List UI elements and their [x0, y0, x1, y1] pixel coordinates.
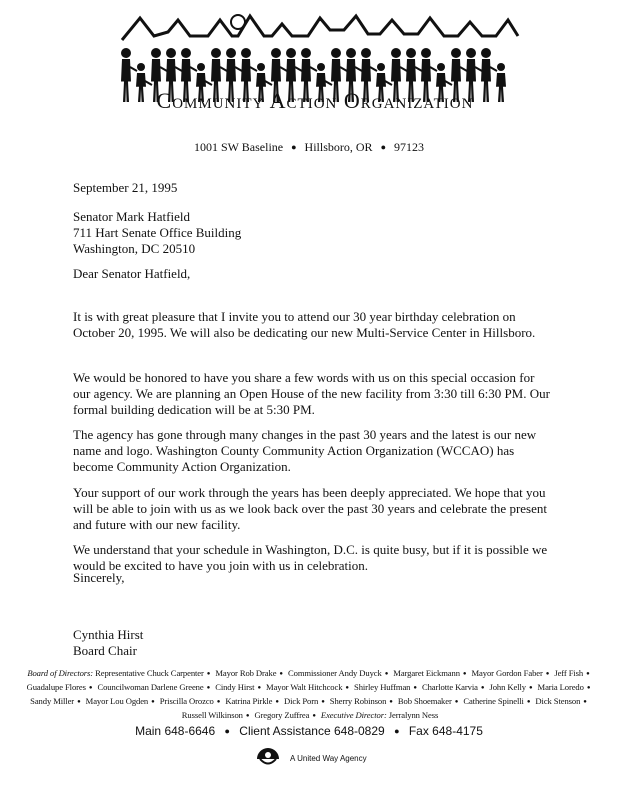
figure-arm	[475, 67, 482, 71]
figure-arm	[460, 67, 467, 71]
figure-head	[226, 48, 236, 58]
united-way-label: A United Way Agency	[290, 754, 367, 763]
address-line	[0, 140, 618, 155]
body-paragraph: It is with great pleasure that I invite you to attend our 30 year birthday celebration on October 20, 1995. We will also be dedicating our new Multi-Service Center in Hillsboro.	[73, 309, 536, 340]
figure-head	[437, 63, 445, 71]
bullet-icon: ●	[454, 699, 459, 705]
bullet-icon: ●	[384, 671, 389, 677]
figure-head	[271, 48, 281, 58]
bullet-icon: ●	[206, 671, 211, 677]
figure-arm	[220, 67, 227, 71]
board-of-directors	[22, 667, 598, 723]
street-address: 1001 SW Baseline	[194, 140, 284, 154]
bullet-icon: ●	[394, 726, 400, 736]
bullet-icon: ●	[389, 699, 393, 705]
figure-arm	[490, 67, 497, 71]
figure-arm	[160, 67, 167, 71]
bullet-icon: ●	[257, 685, 261, 691]
bullet-icon: ●	[206, 685, 211, 691]
figure-arm	[190, 67, 197, 71]
figure-head	[451, 48, 461, 58]
figure-head	[391, 48, 401, 58]
bullet-icon: ●	[224, 726, 230, 736]
figure-arm	[235, 67, 242, 71]
figure-head	[166, 48, 176, 58]
bullet-icon: ●	[88, 685, 93, 691]
united-way-icon	[254, 746, 282, 770]
figure-arm	[370, 67, 377, 71]
figure-head	[317, 63, 325, 71]
board-member: Shirley Huffman	[354, 682, 411, 692]
figure-head	[257, 63, 265, 71]
bullet-icon: ●	[380, 142, 386, 152]
bullet-icon: ●	[526, 699, 531, 705]
figure-head	[377, 63, 385, 71]
board-member: John Kelly	[489, 682, 526, 692]
board-member: Jeff Fish	[554, 668, 584, 678]
figure-arm	[415, 67, 422, 71]
figure-head	[466, 48, 476, 58]
board-member: Councilwoman Darlene Greene	[97, 682, 204, 692]
board-member: Gregory Zuffrea	[254, 710, 310, 720]
figure-arm	[430, 67, 437, 71]
figure-head	[421, 48, 431, 58]
board-member: Margaret Eickmann	[393, 668, 460, 678]
figure-arm	[445, 81, 452, 85]
salutation: Dear Senator Hatfield,	[73, 266, 191, 281]
bullet-icon: ●	[586, 685, 591, 691]
body-paragraph: We would be honored to have you share a few words with us on this special occasion for our agency. We are planning an Open House of the new facility from 3:30 till 6:30 PM. Our formal building dedication will be at 5:30 PM.	[73, 370, 550, 417]
figure-arm	[400, 67, 407, 71]
figure-arm	[295, 67, 302, 71]
board-member: Cindy Hirst	[215, 682, 255, 692]
figure-arm	[265, 81, 272, 85]
figure-head	[137, 63, 145, 71]
figure-arm	[145, 81, 152, 85]
figure-head	[361, 48, 371, 58]
bullet-icon: ●	[462, 671, 467, 677]
signature-block	[73, 627, 143, 659]
board-member: Maria Loredo	[537, 682, 584, 692]
figure-head	[241, 48, 251, 58]
board-member: Catherine Spinelli	[463, 696, 524, 706]
board-member: Guadalupe Flores	[26, 682, 86, 692]
executive-director: Jerralynn Ness	[388, 710, 439, 720]
board-member: Katrina Pirkle	[225, 696, 273, 706]
figure-arm	[355, 67, 362, 71]
figure-head	[346, 48, 356, 58]
board-member: Mayor Lou Ogden	[85, 696, 149, 706]
recipient-line: Washington, DC 20510	[73, 241, 196, 256]
board-member: Mayor Gordon Faber	[471, 668, 543, 678]
fax-number: Fax 648-4175	[408, 724, 483, 738]
figure-arm	[130, 67, 137, 71]
board-member: Priscilla Orozco	[159, 696, 214, 706]
bullet-icon: ●	[279, 671, 283, 677]
bullet-icon: ●	[413, 685, 417, 691]
body-paragraph: Your support of our work through the years has been deeply appreciated. We hope that you will be able to join with us as we look back over the past 30 years and celebrate the present and future with our new facility.	[73, 485, 547, 532]
bullet-icon: ●	[291, 142, 297, 152]
bullet-icon: ●	[77, 699, 81, 705]
signer-title: Board Chair	[73, 643, 137, 658]
bullet-icon: ●	[528, 685, 533, 691]
board-member: Sandy Miller	[30, 696, 75, 706]
board-member: Bob Shoemaker	[397, 696, 452, 706]
figure-arm	[310, 67, 317, 71]
client-assistance-phone: Client Assistance 648-0829	[239, 724, 385, 738]
bullet-icon: ●	[275, 699, 279, 705]
board-member: Commissioner Andy Duyck	[288, 668, 382, 678]
bullet-icon: ●	[583, 699, 587, 705]
board-member: Sherry Robinson	[329, 696, 387, 706]
board-member: Dick Porn	[283, 696, 319, 706]
board-member: Dick Stenson	[535, 696, 581, 706]
figure-head	[331, 48, 341, 58]
figure-arm	[280, 67, 287, 71]
figure-head	[197, 63, 205, 71]
bullet-icon: ●	[480, 685, 485, 691]
bullet-icon: ●	[312, 713, 316, 719]
contact-numbers	[0, 724, 618, 738]
board-label: Board of Directors:	[27, 668, 96, 678]
main-phone: Main 648-6646	[135, 724, 216, 738]
figure-head	[151, 48, 161, 58]
figure-arm	[340, 67, 347, 71]
recipient-address	[73, 209, 241, 257]
signer-name: Cynthia Hirst	[73, 627, 144, 642]
zip-code: 97123	[394, 140, 424, 154]
figure-arm	[175, 67, 182, 71]
bullet-icon: ●	[586, 671, 590, 677]
board-member: Russell Wilkinson	[181, 710, 243, 720]
board-member: Representative Chuck Carpenter	[95, 668, 204, 678]
bullet-icon: ●	[345, 685, 349, 691]
recipient-line: 711 Hart Senate Office Building	[73, 225, 242, 240]
executive-director-label: Executive Director:	[320, 710, 389, 720]
city-state: Hillsboro, OR	[304, 140, 373, 154]
figure-head	[497, 63, 505, 71]
bullet-icon: ●	[151, 699, 155, 705]
figure-head	[181, 48, 191, 58]
bullet-icon: ●	[216, 699, 221, 705]
recipient-line: Senator Mark Hatfield	[73, 209, 190, 224]
figure-head	[301, 48, 311, 58]
bullet-icon: ●	[245, 713, 250, 719]
figure-head	[406, 48, 416, 58]
figure-head	[121, 48, 131, 58]
board-member: Mayor Walt Hitchcock	[266, 682, 343, 692]
bullet-icon: ●	[545, 671, 550, 677]
figure-arm	[250, 67, 257, 71]
board-member: Mayor Rob Drake	[215, 668, 277, 678]
figure-head	[481, 48, 491, 58]
body-paragraph: The agency has gone through many changes in the past 30 years and the latest is our new name and logo. Washington County Community Action Organization (WCCAO) has become Community Action Organization.	[73, 427, 537, 474]
body-paragraph: We understand that your schedule in Washington, D.C. is quite busy, but if it is possible we would be excited to have you join with us in celebration.	[73, 542, 548, 573]
figure-arm	[205, 81, 212, 85]
closing: Sincerely,	[73, 570, 125, 585]
letter-date: September 21, 1995	[73, 180, 178, 195]
figure-arm	[325, 81, 332, 85]
figure-head	[286, 48, 296, 58]
bullet-icon: ●	[321, 699, 325, 705]
figure-head	[211, 48, 221, 58]
organization-name: Community Action Organization	[156, 88, 474, 113]
board-member: Charlotte Karvia	[421, 682, 478, 692]
figure-arm	[385, 81, 392, 85]
